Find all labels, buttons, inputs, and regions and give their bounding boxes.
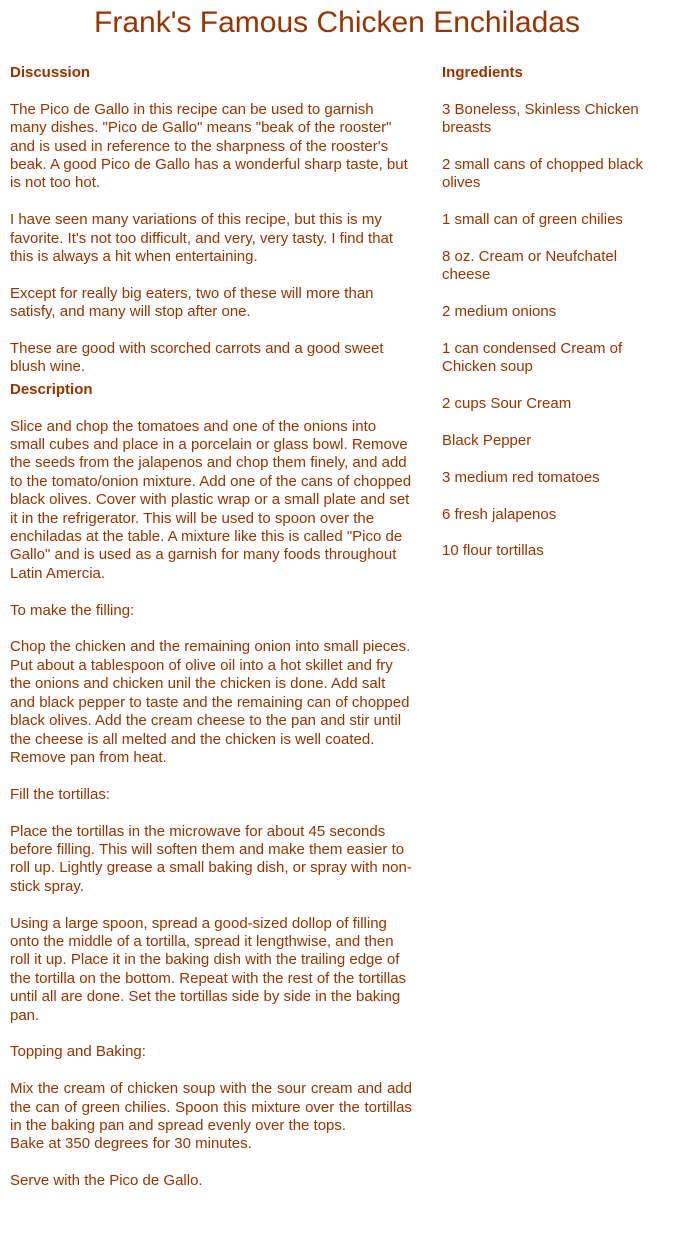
description-subheading: Fill the tortillas: [10,785,111,803]
ingredient-item: 2 medium onions [442,303,557,321]
description-subheading: Topping and Baking: [10,1043,146,1061]
description-paragraph: Chop the chicken and the remaining onion into small pieces. Put about a tablespoon of olive oil into a hot skillet and fry the onions and chicken unil the chicken is done. Add salt and black pepper to taste and the remaining can of chopped black olives. Add the cream cheese to the pan and stir until the cheese is all melted and the chicken is well coated. Remove pan from heat. [10,638,411,766]
ingredient-list [442,101,668,561]
ingredient-item: 3 medium red tomatoes [442,468,600,486]
description-heading: Description [10,380,93,398]
description-paragraph: Using a large spoon, spread a good-sized dollop of filling onto the middle of a tortilla, spread it lengthwise, and then roll it up. Place it in the baking dish with the trailing edge of the tortilla on the bottom. Repeat with the rest of the tortillas until all are done. Set the tortillas side by side in the baking pan. [10,914,407,1024]
discussion-paragraph: The Pico de Gallo in this recipe can be used to garnish many dishes. "Pico de Gallo" means "beak of the rooster" and is used in reference to the sharpness of the rooster's beak. A good Pico de Gallo has a wonderful sharp taste, but is not too hot. [10,100,408,192]
discussion-heading: Discussion [10,64,91,81]
ingredients-heading: Ingredients [442,64,523,81]
ingredient-item: Black Pepper [442,432,532,449]
discussion-paragraph: I have seen many variations of this recipe, but this is my favorite. It's not too difficult, and very, very tasty. I find that this is always a hit when entertaining. [10,211,394,266]
description-subheading: To make the filling: [10,601,135,619]
ingredient-item: 8 oz. Cream or Neufchatel cheese [442,248,618,284]
ingredient-item: 2 cups Sour Cream [442,395,572,413]
ingredient-item: 2 small cans of chopped black olives [442,156,643,192]
ingredient-item: 3 Boneless, Skinless Chicken breasts [442,100,639,137]
description-paragraph: Bake at 350 degrees for 30 minutes. [10,1135,252,1153]
ingredient-item: 1 small can of green chilies [442,211,623,229]
ingredient-item: 10 flour tortillas [442,542,544,560]
ingredient-item: 1 can condensed Cream of Chicken soup [442,340,623,376]
ingredient-item: 6 fresh jalapenos [442,505,557,523]
description-paragraph: Serve with the Pico de Gallo. [10,1172,203,1190]
page-title: Frank's Famous Chicken Enchiladas [94,6,580,39]
description-paragraph: Slice and chop the tomatoes and one of the onions into small cubes and place in a porcelain or glass bowl. Remove the seeds from the jalapenos and chop them finely, and add to the tomato/onion mixture. Add one of the cans of chopped black olives. Cover with plastic wrap or a small plate and set it in the refrigerator. This will be used to spoon over the enchiladas at the table. A mixture like this is called "Pico de Gallo" and is used as a garnish for many foods throughout Latin Amercia. [10,417,412,582]
discussion-paragraph: These are good with scorched carrots and a good sweet blush wine. [10,340,384,376]
description-paragraph: Place the tortillas in the microwave for about 45 seconds before filling. This will soften them and make them easier to roll up. Lightly grease a small baking dish, or spray with non-stick spray. [10,822,412,895]
left-column [10,64,412,1191]
description-paragraph: Mix the cream of chicken soup with the sour cream and add the can of green chilies. Spoon this mixture over the tortillas in the baking pan and spread evenly over the tops. [10,1080,412,1134]
right-column [442,64,668,561]
discussion-paragraph: Except for really big eaters, two of these will more than satisfy, and many will stop after one. [10,284,374,321]
